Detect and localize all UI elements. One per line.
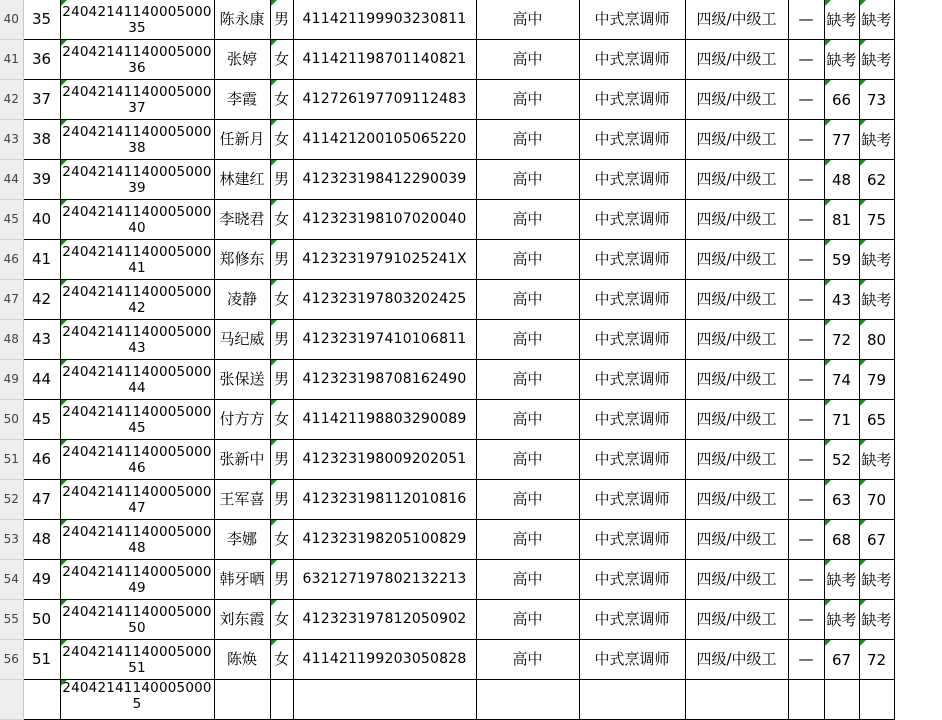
cell-id-number[interactable]: 412323197803202425: [293, 280, 476, 320]
cell-education[interactable]: 高中: [476, 160, 579, 200]
cell-seq-no[interactable]: 35: [23, 0, 60, 40]
cell-education[interactable]: 高中: [476, 40, 579, 80]
cell-registration-no[interactable]: 2404214114000500040: [60, 200, 214, 240]
cell-registration-no[interactable]: 2404214114000500042: [60, 280, 214, 320]
cell-name[interactable]: 凌静: [214, 280, 270, 320]
cell-score-practical[interactable]: 缺考: [859, 240, 894, 280]
table-row: [0, 280, 942, 320]
cell-registration-no[interactable]: 2404214114000500038: [60, 120, 214, 160]
table-cell[interactable]: [293, 680, 476, 720]
row-header[interactable]: 49: [0, 360, 23, 400]
cell-registration-no[interactable]: 2404214114000500046: [60, 440, 214, 480]
cell-gender[interactable]: 女: [270, 80, 293, 120]
cell-id-number[interactable]: 412323198205100829: [293, 520, 476, 560]
empty-cell[interactable]: [894, 600, 942, 640]
cell-name[interactable]: 郑修东: [214, 240, 270, 280]
cell-gender[interactable]: 女: [270, 520, 293, 560]
cell-score-theory[interactable]: 48: [824, 160, 859, 200]
cell-education[interactable]: 高中: [476, 280, 579, 320]
cell-score-practical[interactable]: 75: [859, 200, 894, 240]
cell-dash[interactable]: —: [788, 560, 824, 600]
cell-dash[interactable]: —: [788, 440, 824, 480]
cell-name[interactable]: 张保送: [214, 360, 270, 400]
row-header[interactable]: 44: [0, 160, 23, 200]
row-header[interactable]: 42: [0, 80, 23, 120]
cell-name[interactable]: 陈永康: [214, 0, 270, 40]
table-cell[interactable]: [270, 680, 293, 720]
cell-id-number[interactable]: 412323197410106811: [293, 320, 476, 360]
cell-score-practical[interactable]: 67: [859, 520, 894, 560]
cell-id-number[interactable]: 412726197709112483: [293, 80, 476, 120]
cell-education[interactable]: 高中: [476, 480, 579, 520]
cell-registration-no[interactable]: 2404214114000500047: [60, 480, 214, 520]
cell-score-theory[interactable]: 缺考: [824, 560, 859, 600]
table-row: [0, 160, 942, 200]
cell-name[interactable]: 张新中: [214, 440, 270, 480]
cell-score-theory[interactable]: 66: [824, 80, 859, 120]
cell-id-number[interactable]: 632127197802132213: [293, 560, 476, 600]
cell-education[interactable]: 高中: [476, 120, 579, 160]
cell-occupation[interactable]: 中式烹调师: [579, 0, 685, 40]
cell-dash[interactable]: —: [788, 400, 824, 440]
table-row: [0, 360, 942, 400]
cell-score-practical[interactable]: 缺考: [859, 440, 894, 480]
row-header[interactable]: 46: [0, 240, 23, 280]
cell-gender[interactable]: 男: [270, 0, 293, 40]
cell-seq-no[interactable]: 45: [23, 400, 60, 440]
empty-cell[interactable]: [894, 0, 942, 40]
table-row: [0, 560, 942, 600]
table-row: [0, 640, 942, 680]
cell-id-number[interactable]: 412323197812050902: [293, 600, 476, 640]
cell-id-number[interactable]: 412323198708162490: [293, 360, 476, 400]
table-cell[interactable]: [859, 680, 894, 720]
table-row: [0, 520, 942, 560]
row-header[interactable]: 56: [0, 640, 23, 680]
cell-score-practical[interactable]: 缺考: [859, 560, 894, 600]
cell-occupation[interactable]: 中式烹调师: [579, 400, 685, 440]
cell-name[interactable]: 王军喜: [214, 480, 270, 520]
cell-gender[interactable]: 男: [270, 560, 293, 600]
cell-gender[interactable]: 男: [270, 440, 293, 480]
cell-occupation[interactable]: 中式烹调师: [579, 40, 685, 80]
cell-dash[interactable]: —: [788, 640, 824, 680]
cell-name[interactable]: 李霞: [214, 80, 270, 120]
cell-score-theory[interactable]: 81: [824, 200, 859, 240]
empty-cell[interactable]: [894, 400, 942, 440]
cell-gender[interactable]: 男: [270, 360, 293, 400]
table-row: [0, 0, 942, 40]
cell-score-practical[interactable]: 缺考: [859, 600, 894, 640]
cell-name[interactable]: 陈焕: [214, 640, 270, 680]
empty-cell[interactable]: [894, 680, 942, 720]
cell-id-number[interactable]: 411421200105065220: [293, 120, 476, 160]
table-cell[interactable]: [788, 680, 824, 720]
cell-education[interactable]: 高中: [476, 360, 579, 400]
cell-dash[interactable]: —: [788, 120, 824, 160]
empty-cell[interactable]: [894, 160, 942, 200]
cell-seq-no[interactable]: 41: [23, 240, 60, 280]
cell-gender[interactable]: 女: [270, 640, 293, 680]
cell-id-number[interactable]: 411421198701140821: [293, 40, 476, 80]
table-cell[interactable]: [476, 680, 579, 720]
cell-id-number[interactable]: 412323198412290039: [293, 160, 476, 200]
table-row: [0, 600, 942, 640]
cell-dash[interactable]: —: [788, 0, 824, 40]
cell-occupation[interactable]: 中式烹调师: [579, 320, 685, 360]
empty-cell[interactable]: [894, 200, 942, 240]
cell-registration-no[interactable]: 2404214114000500051: [60, 640, 214, 680]
cell-occupation[interactable]: 中式烹调师: [579, 240, 685, 280]
table-row: [0, 80, 942, 120]
empty-cell[interactable]: [894, 40, 942, 80]
cell-occupation[interactable]: 中式烹调师: [579, 120, 685, 160]
cell-registration-no[interactable]: 240421411400050005: [60, 680, 214, 720]
cell-seq-no[interactable]: 46: [23, 440, 60, 480]
cell-education[interactable]: 高中: [476, 320, 579, 360]
empty-cell[interactable]: [894, 320, 942, 360]
empty-cell[interactable]: [894, 280, 942, 320]
cell-education[interactable]: 高中: [476, 200, 579, 240]
cell-education[interactable]: 高中: [476, 600, 579, 640]
cell-level[interactable]: 四级/中级工: [685, 160, 788, 200]
cell-level[interactable]: 四级/中级工: [685, 520, 788, 560]
row-header[interactable]: 53: [0, 520, 23, 560]
cell-seq-no[interactable]: 43: [23, 320, 60, 360]
cell-occupation[interactable]: 中式烹调师: [579, 520, 685, 560]
cell-dash[interactable]: —: [788, 200, 824, 240]
cell-registration-no[interactable]: 2404214114000500041: [60, 240, 214, 280]
cell-dash[interactable]: —: [788, 320, 824, 360]
cell-dash[interactable]: —: [788, 360, 824, 400]
cell-id-number[interactable]: 412323198009202051: [293, 440, 476, 480]
cell-dash[interactable]: —: [788, 240, 824, 280]
cell-dash[interactable]: —: [788, 520, 824, 560]
cell-score-theory[interactable]: 缺考: [824, 600, 859, 640]
cell-education[interactable]: 高中: [476, 0, 579, 40]
row-header[interactable]: 47: [0, 280, 23, 320]
empty-cell[interactable]: [894, 360, 942, 400]
cell-gender[interactable]: 女: [270, 40, 293, 80]
cell-education[interactable]: 高中: [476, 520, 579, 560]
cell-id-number[interactable]: 412323198107020040: [293, 200, 476, 240]
table-row: [0, 440, 942, 480]
table-cell[interactable]: [685, 680, 788, 720]
cell-score-practical[interactable]: 缺考: [859, 0, 894, 40]
cell-score-practical[interactable]: 80: [859, 320, 894, 360]
cell-score-practical[interactable]: 缺考: [859, 280, 894, 320]
cell-registration-no[interactable]: 2404214114000500036: [60, 40, 214, 80]
cell-seq-no[interactable]: 48: [23, 520, 60, 560]
cell-score-theory[interactable]: 67: [824, 640, 859, 680]
table-cell[interactable]: [824, 680, 859, 720]
cell-score-practical[interactable]: 缺考: [859, 120, 894, 160]
cell-occupation[interactable]: 中式烹调师: [579, 600, 685, 640]
cell-level[interactable]: 四级/中级工: [685, 560, 788, 600]
cell-seq-no[interactable]: 36: [23, 40, 60, 80]
cell-score-practical[interactable]: 70: [859, 480, 894, 520]
table-cell[interactable]: [23, 680, 60, 720]
cell-name[interactable]: 李娜: [214, 520, 270, 560]
cell-score-practical[interactable]: 62: [859, 160, 894, 200]
cell-gender[interactable]: 男: [270, 160, 293, 200]
cell-level[interactable]: 四级/中级工: [685, 320, 788, 360]
row-header[interactable]: 50: [0, 400, 23, 440]
cell-level[interactable]: 四级/中级工: [685, 480, 788, 520]
table-row: [0, 120, 942, 160]
cell-registration-no[interactable]: 2404214114000500043: [60, 320, 214, 360]
empty-cell[interactable]: [894, 640, 942, 680]
cell-education[interactable]: 高中: [476, 440, 579, 480]
cell-education[interactable]: 高中: [476, 400, 579, 440]
empty-cell[interactable]: [894, 440, 942, 480]
cell-education[interactable]: 高中: [476, 80, 579, 120]
cell-score-theory[interactable]: 63: [824, 480, 859, 520]
row-header[interactable]: 54: [0, 560, 23, 600]
cell-id-number[interactable]: 41232319791025241X: [293, 240, 476, 280]
cell-gender[interactable]: 女: [270, 600, 293, 640]
cell-name[interactable]: 李晓君: [214, 200, 270, 240]
row-header[interactable]: 55: [0, 600, 23, 640]
cell-occupation[interactable]: 中式烹调师: [579, 640, 685, 680]
cell-level[interactable]: 四级/中级工: [685, 400, 788, 440]
cell-name[interactable]: 林建红: [214, 160, 270, 200]
table-cell[interactable]: [214, 680, 270, 720]
cell-level[interactable]: 四级/中级工: [685, 80, 788, 120]
cell-occupation[interactable]: 中式烹调师: [579, 440, 685, 480]
cell-id-number[interactable]: 411421199903230811: [293, 0, 476, 40]
row-header[interactable]: 52: [0, 480, 23, 520]
cell-registration-no[interactable]: 2404214114000500039: [60, 160, 214, 200]
table-row-partial: [0, 680, 942, 720]
empty-cell[interactable]: [894, 560, 942, 600]
table-row: [0, 320, 942, 360]
cell-level[interactable]: 四级/中级工: [685, 200, 788, 240]
cell-level[interactable]: 四级/中级工: [685, 40, 788, 80]
cell-registration-no[interactable]: 2404214114000500035: [60, 0, 214, 40]
cell-level[interactable]: 四级/中级工: [685, 0, 788, 40]
cell-dash[interactable]: —: [788, 600, 824, 640]
cell-education[interactable]: 高中: [476, 560, 579, 600]
table-row: [0, 200, 942, 240]
table-row: [0, 240, 942, 280]
cell-score-theory[interactable]: 59: [824, 240, 859, 280]
cell-dash[interactable]: —: [788, 160, 824, 200]
cell-score-theory[interactable]: 77: [824, 120, 859, 160]
row-header[interactable]: 40: [0, 0, 23, 40]
cell-id-number[interactable]: 411421198803290089: [293, 400, 476, 440]
cell-score-practical[interactable]: 65: [859, 400, 894, 440]
cell-level[interactable]: 四级/中级工: [685, 640, 788, 680]
cell-name[interactable]: 韩牙晒: [214, 560, 270, 600]
cell-seq-no[interactable]: 40: [23, 200, 60, 240]
cell-level[interactable]: 四级/中级工: [685, 360, 788, 400]
cell-name[interactable]: 任新月: [214, 120, 270, 160]
cell-seq-no[interactable]: 51: [23, 640, 60, 680]
table-row: [0, 480, 942, 520]
cell-seq-no[interactable]: 50: [23, 600, 60, 640]
empty-cell[interactable]: [894, 80, 942, 120]
cell-occupation[interactable]: 中式烹调师: [579, 560, 685, 600]
table-row: [0, 400, 942, 440]
row-header[interactable]: 48: [0, 320, 23, 360]
cell-gender[interactable]: 女: [270, 280, 293, 320]
cell-occupation[interactable]: 中式烹调师: [579, 160, 685, 200]
empty-cell[interactable]: [894, 520, 942, 560]
cell-score-theory[interactable]: 缺考: [824, 40, 859, 80]
cell-registration-no[interactable]: 2404214114000500037: [60, 80, 214, 120]
table-row: [0, 40, 942, 80]
cell-gender[interactable]: 女: [270, 400, 293, 440]
row-header[interactable]: [0, 680, 23, 720]
cell-dash[interactable]: —: [788, 480, 824, 520]
cell-gender[interactable]: 男: [270, 480, 293, 520]
cell-registration-no[interactable]: 2404214114000500049: [60, 560, 214, 600]
cell-gender[interactable]: 男: [270, 240, 293, 280]
cell-score-practical[interactable]: 79: [859, 360, 894, 400]
row-header[interactable]: 43: [0, 120, 23, 160]
empty-cell[interactable]: [894, 480, 942, 520]
cell-dash[interactable]: —: [788, 40, 824, 80]
cell-occupation[interactable]: 中式烹调师: [579, 480, 685, 520]
cell-name[interactable]: 付方方: [214, 400, 270, 440]
empty-cell[interactable]: [894, 240, 942, 280]
cell-occupation[interactable]: 中式烹调师: [579, 280, 685, 320]
row-header[interactable]: 41: [0, 40, 23, 80]
cell-id-number[interactable]: 412323198112010816: [293, 480, 476, 520]
cell-occupation[interactable]: 中式烹调师: [579, 80, 685, 120]
row-header[interactable]: 45: [0, 200, 23, 240]
cell-score-theory[interactable]: 71: [824, 400, 859, 440]
cell-level[interactable]: 四级/中级工: [685, 280, 788, 320]
cell-registration-no[interactable]: 2404214114000500045: [60, 400, 214, 440]
cell-score-theory[interactable]: 43: [824, 280, 859, 320]
cell-score-theory[interactable]: 74: [824, 360, 859, 400]
cell-name[interactable]: 马纪威: [214, 320, 270, 360]
cell-gender[interactable]: 女: [270, 120, 293, 160]
cell-level[interactable]: 四级/中级工: [685, 440, 788, 480]
cell-name[interactable]: 刘东霞: [214, 600, 270, 640]
cell-registration-no[interactable]: 2404214114000500048: [60, 520, 214, 560]
cell-gender[interactable]: 女: [270, 200, 293, 240]
cell-score-theory[interactable]: 68: [824, 520, 859, 560]
cell-score-theory[interactable]: 52: [824, 440, 859, 480]
cell-score-theory[interactable]: 72: [824, 320, 859, 360]
empty-cell[interactable]: [894, 120, 942, 160]
cell-occupation[interactable]: 中式烹调师: [579, 200, 685, 240]
cell-gender[interactable]: 男: [270, 320, 293, 360]
cell-seq-no[interactable]: 42: [23, 280, 60, 320]
cell-score-practical[interactable]: 73: [859, 80, 894, 120]
cell-score-practical[interactable]: 缺考: [859, 40, 894, 80]
table-cell[interactable]: [579, 680, 685, 720]
cell-seq-no[interactable]: 44: [23, 360, 60, 400]
cell-dash[interactable]: —: [788, 280, 824, 320]
cell-seq-no[interactable]: 37: [23, 80, 60, 120]
cell-level[interactable]: 四级/中级工: [685, 600, 788, 640]
cell-level[interactable]: 四级/中级工: [685, 240, 788, 280]
cell-name[interactable]: 张婷: [214, 40, 270, 80]
cell-seq-no[interactable]: 47: [23, 480, 60, 520]
cell-education[interactable]: 高中: [476, 640, 579, 680]
cell-score-theory[interactable]: 缺考: [824, 0, 859, 40]
cell-registration-no[interactable]: 2404214114000500044: [60, 360, 214, 400]
cell-education[interactable]: 高中: [476, 240, 579, 280]
cell-seq-no[interactable]: 39: [23, 160, 60, 200]
cell-seq-no[interactable]: 49: [23, 560, 60, 600]
row-header[interactable]: 51: [0, 440, 23, 480]
cell-registration-no[interactable]: 2404214114000500050: [60, 600, 214, 640]
cell-id-number[interactable]: 411421199203050828: [293, 640, 476, 680]
cell-score-practical[interactable]: 72: [859, 640, 894, 680]
cell-dash[interactable]: —: [788, 80, 824, 120]
cell-seq-no[interactable]: 38: [23, 120, 60, 160]
cell-level[interactable]: 四级/中级工: [685, 120, 788, 160]
cell-occupation[interactable]: 中式烹调师: [579, 360, 685, 400]
